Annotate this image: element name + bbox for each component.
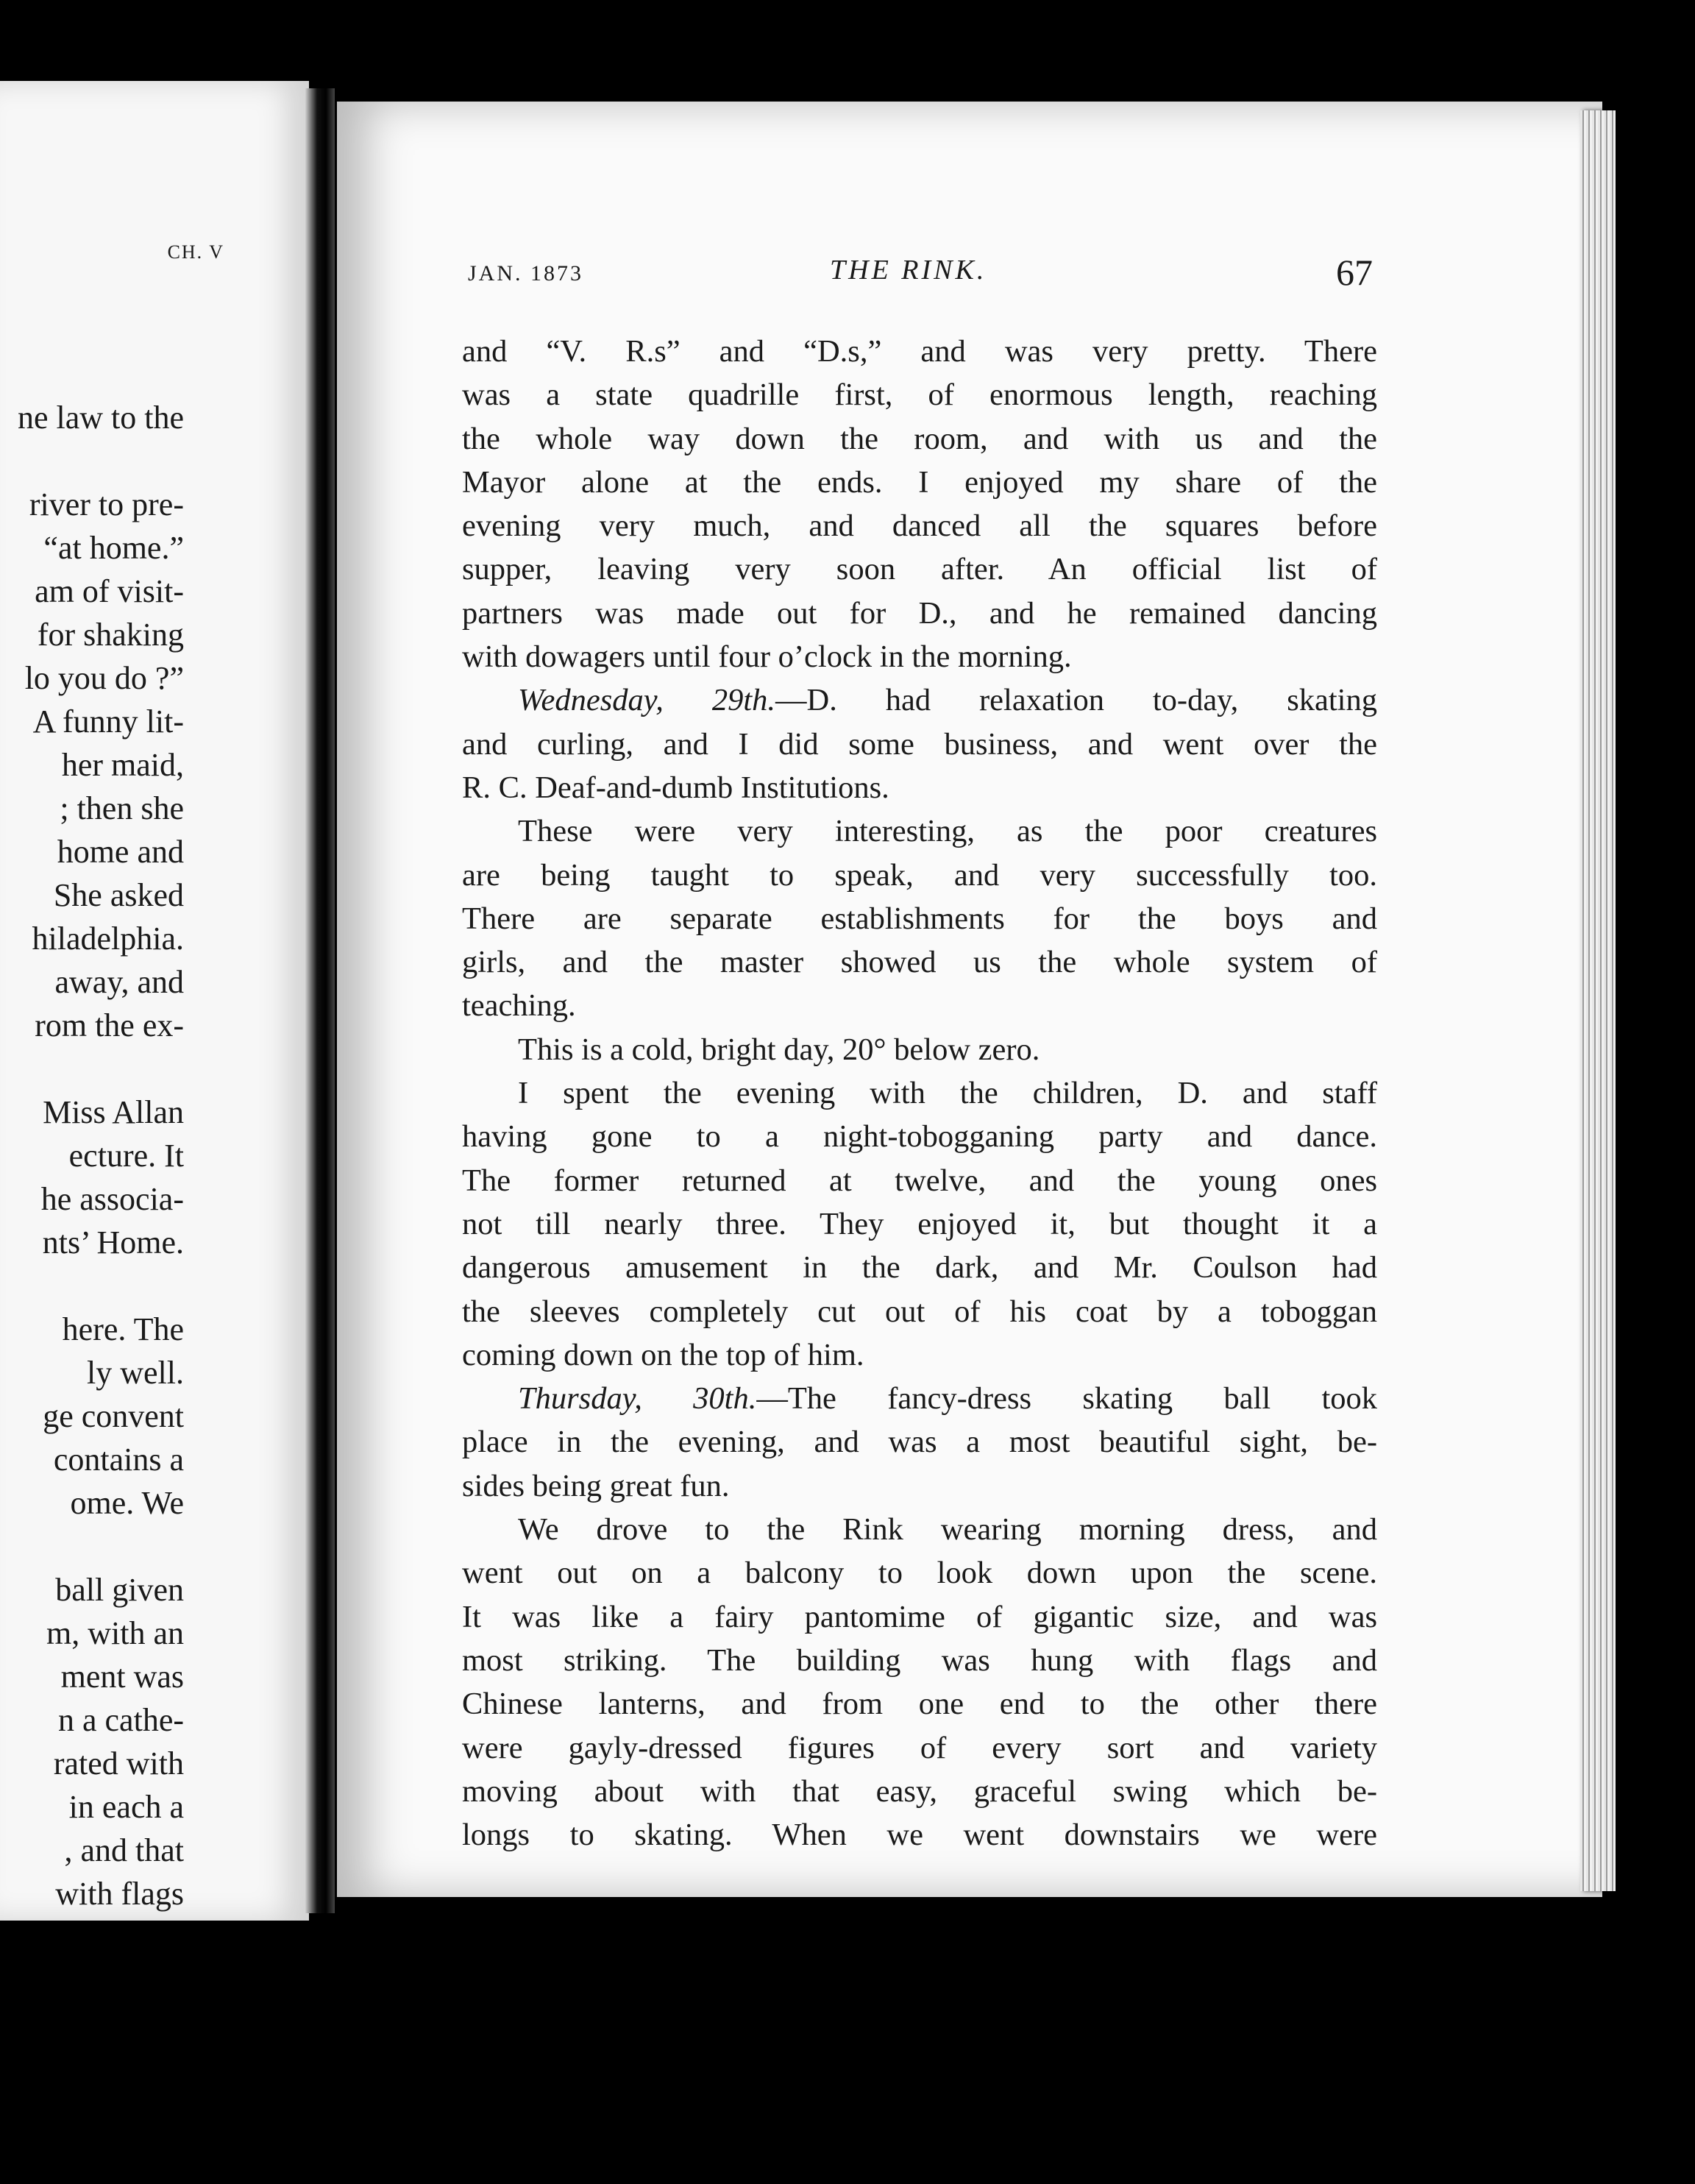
line-text: girls, and the master showed us the whole system of	[462, 945, 1377, 980]
line-text: There are separate establishments for the boys and	[462, 901, 1377, 936]
text-line	[462, 1159, 1377, 1202]
left-page-line: contains a	[53, 1442, 184, 1478]
line-text: most striking. The building was hung with flags and	[462, 1642, 1377, 1678]
text-line	[462, 1726, 1377, 1770]
text-line	[462, 940, 1377, 984]
line-text: R. C. Deaf-and-dumb Institutions.	[462, 770, 889, 805]
line-text: the whole way down the room, and with us and the	[462, 421, 1377, 456]
line-text: These were very interesting, as the poor creatures	[518, 814, 1377, 849]
line-text: The former returned at twelve, and the young ones	[462, 1163, 1377, 1198]
line-text: I spent the evening with the children, D. and staff	[518, 1076, 1377, 1111]
line-text: the sleeves completely cut out of his coat by a toboggan	[462, 1294, 1377, 1329]
text-line	[462, 592, 1377, 635]
page-edges	[1580, 110, 1616, 1891]
line-text: was a state quadrille first, of enormous length, reaching	[462, 377, 1377, 413]
book-gutter	[305, 88, 335, 1913]
left-page-line: ecture. It	[68, 1138, 184, 1174]
line-text: coming down on the top of him.	[462, 1337, 864, 1372]
text-line	[462, 1115, 1377, 1158]
line-text: were gayly-dressed figures of every sort and variety	[462, 1730, 1377, 1765]
left-page-line: Miss Allan	[43, 1094, 184, 1130]
line-text: —D. had relaxation to-day, skating	[775, 683, 1377, 718]
left-page-line: her maid,	[61, 747, 184, 783]
text-line	[462, 766, 1377, 809]
left-page-line: here. The	[62, 1311, 184, 1347]
line-text: are being taught to speak, and very successfully too.	[462, 857, 1377, 893]
line-text: Chinese lanterns, and from one end to the other there	[462, 1687, 1377, 1722]
text-line	[462, 635, 1377, 678]
left-page-line	[0, 1047, 184, 1091]
text-line	[462, 1639, 1377, 1682]
left-page-line	[0, 439, 184, 483]
left-page-line: ; then she	[60, 790, 184, 826]
text-line	[462, 1290, 1377, 1333]
text-line	[462, 417, 1377, 461]
text-line	[462, 678, 1377, 722]
text-line	[462, 330, 1377, 373]
left-page-line: A funny lit-	[32, 703, 184, 740]
left-page-line: She asked	[53, 877, 184, 913]
line-text: sides being great fun.	[462, 1468, 730, 1503]
line-text: with dowagers until four o’clock in the morning.	[462, 639, 1072, 675]
left-page-line: for shaking	[37, 617, 184, 653]
text-line	[462, 854, 1377, 897]
text-line	[462, 1420, 1377, 1464]
line-text: teaching.	[462, 988, 576, 1024]
text-line	[462, 504, 1377, 547]
text-line	[462, 1071, 1377, 1115]
line-text: not till nearly three. They enjoyed it, but thought it a	[462, 1206, 1377, 1241]
text-line	[462, 723, 1377, 766]
left-page-line: hiladelphia.	[32, 921, 184, 957]
line-text: —The fancy-dress skating ball took	[756, 1381, 1378, 1417]
text-line	[462, 1464, 1377, 1508]
line-text: and curling, and I did some business, and went over the	[462, 726, 1377, 762]
left-page-line: ly well.	[87, 1355, 184, 1391]
left-page-line: n a cathe-	[58, 1702, 184, 1738]
text-line	[462, 1377, 1377, 1420]
text-line	[462, 1333, 1377, 1377]
line-text: Mayor alone at the ends. I enjoyed my share of the	[462, 464, 1377, 500]
running-head-date: JAN. 1873	[468, 261, 584, 286]
left-page-line: m, with an	[46, 1615, 184, 1651]
date-heading: Wednesday, 29th.	[518, 683, 776, 718]
text-line	[462, 984, 1377, 1027]
left-page-text	[0, 396, 184, 1915]
text-line	[462, 1813, 1377, 1857]
left-page-line: ment was	[60, 1659, 184, 1695]
line-text: and “V. R.s” and “D.s,” and was very pretty. There	[462, 334, 1377, 369]
left-page-line: rom the ex-	[35, 1007, 184, 1043]
left-page-line: am of visit-	[35, 573, 184, 609]
text-line	[462, 1202, 1377, 1246]
text-line	[462, 373, 1377, 416]
line-text: place in the evening, and was a most beautiful sight, be-	[462, 1425, 1377, 1460]
line-text: partners was made out for D., and he remained dancing	[462, 595, 1377, 631]
text-line	[462, 1028, 1377, 1071]
text-line	[462, 1770, 1377, 1813]
left-page-line: river to pre-	[29, 486, 184, 522]
line-text: went out on a balcony to look down upon the scene.	[462, 1556, 1377, 1591]
page-number: 67	[1336, 252, 1373, 293]
line-text: dangerous amusement in the dark, and Mr. Coulson had	[462, 1250, 1377, 1286]
page-body	[462, 330, 1377, 1857]
running-head	[0, 254, 1695, 298]
text-line	[462, 1508, 1377, 1551]
line-text: It was like a fairy pantomime of gigantic size, and was	[462, 1599, 1377, 1634]
left-page-line: ge convent	[43, 1398, 184, 1434]
left-page-line: “at home.”	[43, 530, 184, 566]
left-page-line: , and that	[64, 1832, 184, 1868]
date-heading: Thursday, 30th.	[518, 1381, 757, 1417]
left-page-line: ball given	[55, 1572, 184, 1608]
left-page-line: ome. We	[70, 1485, 184, 1521]
line-text: We drove to the Rink wearing morning dress, and	[518, 1512, 1377, 1547]
line-text: having gone to a night-tobogganing party and dance.	[462, 1119, 1377, 1155]
text-line	[462, 897, 1377, 940]
left-page-line: ne law to the	[17, 400, 184, 436]
left-page-line: with flags	[55, 1876, 184, 1912]
text-line	[462, 547, 1377, 591]
left-page-line: rated with	[53, 1745, 184, 1781]
left-page-line: lo you do ?”	[24, 660, 184, 696]
text-line	[462, 809, 1377, 853]
text-line	[462, 1682, 1377, 1726]
left-page	[0, 81, 309, 1921]
line-text: This is a cold, bright day, 20° below zero.	[518, 1032, 1040, 1067]
text-line	[462, 1246, 1377, 1289]
left-page-line: in each a	[68, 1789, 184, 1825]
left-page-line: he associa-	[40, 1181, 184, 1217]
line-text: evening very much, and danced all the squares before	[462, 508, 1377, 544]
left-page-line: nts’ Home.	[42, 1224, 184, 1261]
left-page-line: away, and	[54, 964, 184, 1000]
left-page-line	[0, 1264, 184, 1308]
text-line	[462, 1595, 1377, 1639]
left-page-line: home and	[57, 834, 184, 870]
line-text: supper, leaving very soon after. An official list of	[462, 552, 1377, 587]
line-text: moving about with that easy, graceful swing which be-	[462, 1773, 1377, 1809]
line-text: longs to skating. When we went downstairs we were	[462, 1818, 1377, 1853]
text-line	[462, 1551, 1377, 1595]
text-line	[462, 461, 1377, 504]
running-head-title: THE RINK.	[830, 255, 987, 286]
left-page-line	[0, 1525, 184, 1568]
left-running-head: CH. V	[167, 241, 224, 263]
